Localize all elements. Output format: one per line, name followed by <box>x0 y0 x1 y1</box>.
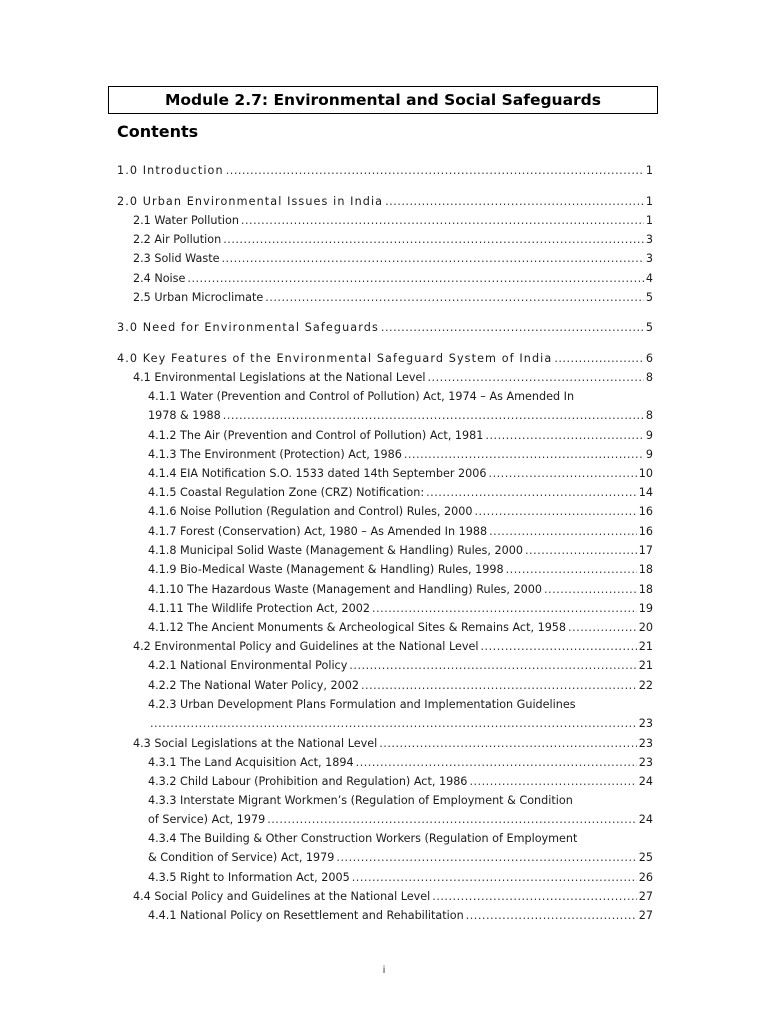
toc-entry-4-2[interactable] <box>133 637 653 656</box>
toc-entry-4-2-3[interactable] <box>148 695 576 714</box>
toc-entry-page: 23 <box>638 756 653 769</box>
toc-entry-page: 24 <box>638 813 653 826</box>
toc-entry-4-4-1[interactable] <box>148 906 653 925</box>
toc-entry-title: 4.1.9 Bio-Medical Waste (Management & Handling) Rules, 1998 <box>148 563 504 576</box>
leader-dots <box>489 464 637 483</box>
toc-entry-4-3-3-cont[interactable] <box>148 810 653 829</box>
toc-entry-title: 2.5 Urban Microclimate <box>133 291 264 304</box>
toc-entry-4-2-3-cont[interactable] <box>148 714 653 733</box>
toc-entry-title: 4.4.1 National Policy on Resettlement and Rehabilitation <box>148 909 464 922</box>
toc-entry-4-1-2[interactable] <box>148 426 653 445</box>
toc-entry-2-1[interactable] <box>133 211 653 230</box>
leader-dots <box>352 868 637 887</box>
toc-entry-page: 16 <box>638 505 653 518</box>
leader-dots <box>223 406 644 425</box>
leader-dots <box>427 368 643 387</box>
toc-entry-title: 4.1.2 The Air (Prevention and Control of Pollution) Act, 1981 <box>148 429 484 442</box>
toc-entry-page: 21 <box>638 659 653 672</box>
toc-entry-4-3-3[interactable] <box>148 791 573 810</box>
leader-dots <box>226 161 644 180</box>
module-title: Module 2.7: Environmental and Social Safeguards <box>108 86 658 114</box>
toc-entry-page: 23 <box>638 717 653 730</box>
toc-entry-title: 4.3.3 Interstate Migrant Workmen’s (Regulation of Employment & Condition <box>148 794 573 807</box>
toc-entry-title: 4.2 Environmental Policy and Guidelines at the National Level <box>133 640 479 653</box>
toc-entry-title: 4.1.7 Forest (Conservation) Act, 1980 – As Amended In 1988 <box>148 525 488 538</box>
toc-entry-page: 5 <box>645 291 653 304</box>
toc-entry-4-1-9[interactable] <box>148 560 653 579</box>
toc-entry-page: 4 <box>645 272 653 285</box>
toc-entry-title: 2.4 Noise <box>133 272 186 285</box>
toc-entry-page: 3 <box>645 252 653 265</box>
toc-entry-1-0[interactable] <box>117 161 653 180</box>
leader-dots <box>426 483 637 502</box>
leader-dots <box>506 560 637 579</box>
leader-dots <box>221 249 643 268</box>
leader-dots <box>150 714 637 733</box>
leader-dots <box>223 230 644 249</box>
toc-entry-page: 21 <box>638 640 653 653</box>
toc-entry-page: 1 <box>645 195 653 208</box>
toc-entry-title: 4.1.5 Coastal Regulation Zone (CRZ) Notification: <box>148 486 425 499</box>
toc-entry-page: 27 <box>638 909 653 922</box>
toc-entry-title: 4.3 Social Legislations at the National Level <box>133 737 378 750</box>
toc-entry-4-1-1[interactable] <box>148 387 574 406</box>
toc-entry-title: 1.0 Introduction <box>117 164 224 177</box>
toc-entry-4-2-1[interactable] <box>148 656 653 675</box>
toc-entry-4-1-3[interactable] <box>148 445 653 464</box>
toc-entry-page: 24 <box>638 775 653 788</box>
toc-entry-4-4[interactable] <box>133 887 653 906</box>
toc-entry-title: 4.1.10 The Hazardous Waste (Management and Handling) Rules, 2000 <box>148 583 542 596</box>
toc-entry-4-0[interactable] <box>117 349 653 368</box>
toc-entry-title: 4.1.4 EIA Notification S.O. 1533 dated 14th September 2006 <box>148 467 487 480</box>
toc-entry-title: 4.2.1 National Environmental Policy <box>148 659 348 672</box>
leader-dots <box>481 637 637 656</box>
leader-dots <box>267 810 637 829</box>
toc-entry-4-1-6[interactable] <box>148 502 653 521</box>
leader-dots <box>404 445 644 464</box>
toc-entry-title: 4.4 Social Policy and Guidelines at the National Level <box>133 890 431 903</box>
toc-entry-4-1-8[interactable] <box>148 541 653 560</box>
toc-entry-title: 4.3.1 The Land Acquisition Act, 1894 <box>148 756 354 769</box>
contents-heading: Contents <box>117 122 199 141</box>
toc-entry-title: 2.2 Air Pollution <box>133 233 222 246</box>
toc-entry-3-0[interactable] <box>117 318 653 337</box>
leader-dots <box>568 618 637 637</box>
toc-entry-title: 4.3.5 Right to Information Act, 2005 <box>148 871 350 884</box>
leader-dots <box>475 502 637 521</box>
toc-entry-title: 2.0 Urban Environmental Issues in India <box>117 195 384 208</box>
toc-entry-title: 4.1.12 The Ancient Monuments & Archeological Sites & Remains Act, 1958 <box>148 621 567 634</box>
leader-dots <box>554 349 644 368</box>
leader-dots <box>385 192 644 211</box>
leader-dots <box>485 426 643 445</box>
toc-entry-title: 3.0 Need for Environmental Safeguards <box>117 321 379 334</box>
toc-entry-page: 6 <box>645 352 653 365</box>
toc-entry-title: 4.1.11 The Wildlife Protection Act, 2002 <box>148 602 370 615</box>
toc-entry-2-4[interactable] <box>133 269 653 288</box>
toc-entry-page: 3 <box>645 233 653 246</box>
toc-entry-4-1[interactable] <box>133 368 653 387</box>
toc-entry-4-3-2[interactable] <box>148 772 653 791</box>
toc-entry-page: 20 <box>638 621 653 634</box>
leader-dots <box>379 734 637 753</box>
toc-entry-title: 4.1 Environmental Legislations at the National Level <box>133 371 426 384</box>
toc-entry-2-2[interactable] <box>133 230 653 249</box>
toc-entry-page: 1 <box>645 214 653 227</box>
toc-entry-page: 18 <box>638 563 653 576</box>
leader-dots <box>469 772 636 791</box>
toc-entry-2-5[interactable] <box>133 288 653 307</box>
leader-dots <box>336 848 636 867</box>
toc-entry-page: 25 <box>638 851 653 864</box>
toc-entry-page: 14 <box>638 486 653 499</box>
toc-entry-page: 18 <box>638 583 653 596</box>
toc-entry-title: 4.3.2 Child Labour (Prohibition and Regulation) Act, 1986 <box>148 775 468 788</box>
toc-entry-title: & Condition of Service) Act, 1979 <box>148 851 335 864</box>
toc-entry-4-3-5[interactable] <box>148 868 653 887</box>
toc-entry-2-3[interactable] <box>133 249 653 268</box>
toc-entry-2-0[interactable] <box>117 192 653 211</box>
toc-entry-4-3[interactable] <box>133 734 653 753</box>
leader-dots <box>381 318 644 337</box>
toc-entry-title: 2.3 Solid Waste <box>133 252 220 265</box>
toc-entry-page: 23 <box>638 737 653 750</box>
toc-entry-title: 4.2.3 Urban Development Plans Formulation and Implementation Guidelines <box>148 698 576 711</box>
toc-entry-page: 9 <box>645 429 653 442</box>
toc-entry-title: 4.1.1 Water (Prevention and Control of Pollution) Act, 1974 – As Amended In <box>148 390 575 403</box>
toc-entry-title: 1978 & 1988 <box>148 409 221 422</box>
page-number: i <box>382 965 386 976</box>
toc-entry-4-1-12[interactable] <box>148 618 653 637</box>
toc-entry-title: 4.0 Key Features of the Environmental Safeguard System of India <box>117 352 553 365</box>
toc-entry-page: 8 <box>645 371 653 384</box>
toc-entry-title: 2.1 Water Pollution <box>133 214 239 227</box>
toc-entry-page: 19 <box>638 602 653 615</box>
leader-dots <box>544 580 637 599</box>
toc-entry-title: 4.1.8 Municipal Solid Waste (Management & Handling) Rules, 2000 <box>148 544 523 557</box>
leader-dots <box>187 269 643 288</box>
toc-entry-page: 9 <box>645 448 653 461</box>
toc-entry-title: of Service) Act, 1979 <box>148 813 266 826</box>
toc-entry-page: 26 <box>638 871 653 884</box>
leader-dots <box>489 522 637 541</box>
toc-entry-page: 8 <box>645 409 653 422</box>
toc-entry-title: 4.1.3 The Environment (Protection) Act, 1986 <box>148 448 402 461</box>
leader-dots <box>356 753 637 772</box>
toc-entry-4-3-4-cont[interactable] <box>148 848 653 867</box>
leader-dots <box>361 676 637 695</box>
leader-dots <box>432 887 636 906</box>
toc-entry-title: 4.1.6 Noise Pollution (Regulation and Control) Rules, 2000 <box>148 505 473 518</box>
toc-entry-4-1-1-cont[interactable] <box>148 406 653 425</box>
toc-entry-4-1-5[interactable] <box>148 483 653 502</box>
leader-dots <box>241 211 644 230</box>
toc-entry-4-3-1[interactable] <box>148 753 653 772</box>
toc-entry-page: 17 <box>638 544 653 557</box>
toc-entry-4-3-4[interactable] <box>148 829 577 848</box>
toc-entry-4-1-10[interactable] <box>148 580 653 599</box>
toc-entry-page: 22 <box>638 679 653 692</box>
toc-entry-page: 1 <box>645 164 653 177</box>
toc-entry-title: 4.2.2 The National Water Policy, 2002 <box>148 679 359 692</box>
leader-dots <box>466 906 637 925</box>
toc-entry-page: 16 <box>638 525 653 538</box>
leader-dots <box>372 599 637 618</box>
leader-dots <box>349 656 636 675</box>
toc-entry-page: 5 <box>645 321 653 334</box>
toc-entry-page: 27 <box>638 890 653 903</box>
toc-entry-page: 10 <box>638 467 653 480</box>
toc-entry-4-1-11[interactable] <box>148 599 653 618</box>
toc-entry-4-2-2[interactable] <box>148 676 653 695</box>
leader-dots <box>525 541 637 560</box>
leader-dots <box>265 288 644 307</box>
toc-entry-4-1-7[interactable] <box>148 522 653 541</box>
toc-entry-4-1-4[interactable] <box>148 464 653 483</box>
toc-entry-title: 4.3.4 The Building & Other Construction Workers (Regulation of Employment <box>148 832 578 845</box>
